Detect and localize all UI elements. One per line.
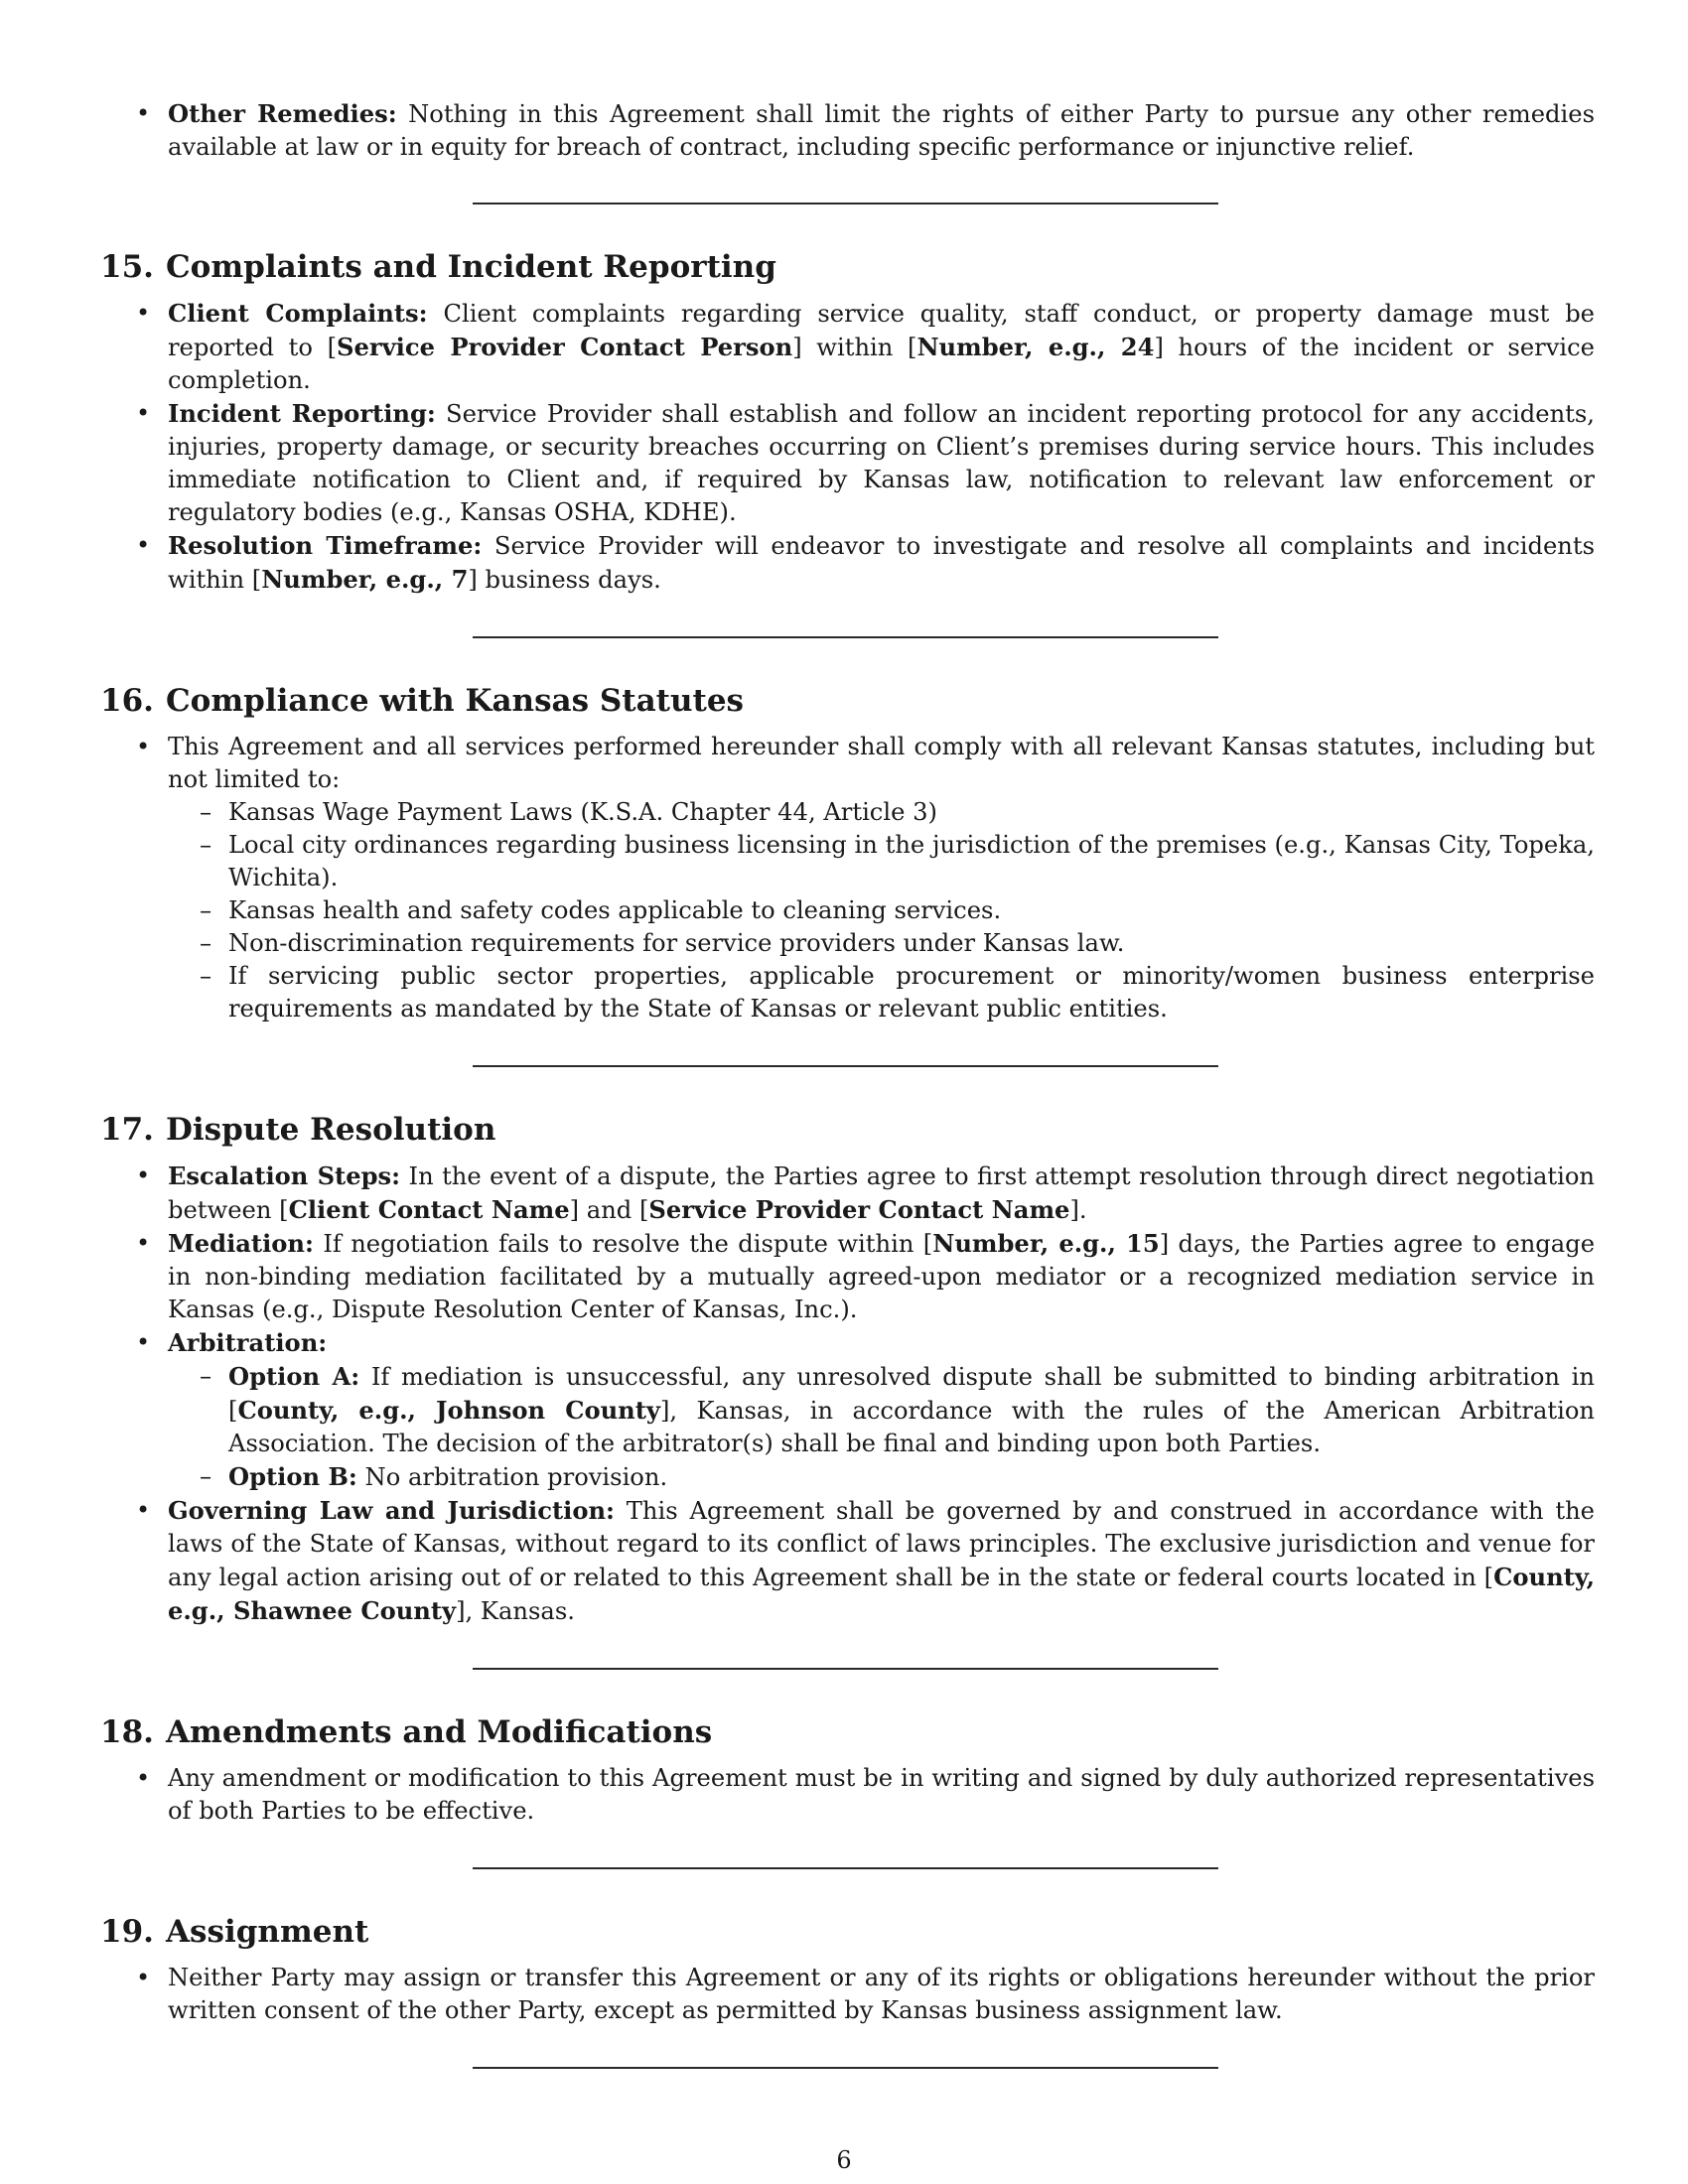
list-item: • Any amendment or modification to this Agreement must be in writing and signed by duly authorized representatives of both Parties to be effective. [100,1762,1595,1828]
list-item: • Neither Party may assign or transfer this Agreement or any of its rights or obligations hereunder without the prior written consent of the other Party, except as permitted by Kansas business assignment law. [100,1962,1595,2027]
sub-list-item: – Non-discrimination requirements for service providers under Kansas law. [168,927,1595,960]
section-divider [473,203,1218,205]
sub-list-item: – Kansas health and safety codes applicable to cleaning services. [168,894,1595,927]
list-item: • Incident Reporting: Service Provider shall establish and follow an incident reporting protocol for any accidents, injuries, property damage, or security breaches occurring on Client’s premises during service hours. This includes immediate notification to Client and, if required by Kansas law, notification to relevant law enforcement or regulatory bodies (e.g., Kansas OSHA, KDHE). [100,397,1595,529]
section-divider [473,636,1218,638]
section-15-list [100,297,1595,597]
list-item: • Mediation: If negotiation fails to resolve the dispute within [Number, e.g., 15] days, the Parties agree to engage in non-binding mediation facilitated by a mutually agreed-upon mediator or a recognized mediation service in Kansas (e.g., Dispute Resolution Center of Kansas, Inc.). [100,1227,1595,1326]
item-text: Nothing in this Agreement shall limit the rights of either Party to pursue any other remedies available at law or in equity for breach of contract, including specific performance or injunctive relief. [168,100,1595,161]
section-divider [473,1668,1218,1670]
section-16-list [100,731,1595,1025]
statute-sublist [168,796,1595,1025]
section-19-list [100,1962,1595,2027]
sub-list-item: – Local city ordinances regarding business licensing in the jurisdiction of the premises (e.g., Kansas City, Topeka, Wichita). [168,829,1595,894]
sub-list-item: – Kansas Wage Payment Laws (K.S.A. Chapter 44, Article 3) [168,796,1595,829]
section-heading-17: 17. Dispute Resolution [100,1112,496,1148]
section-18-list [100,1762,1595,1828]
sub-list-item: – Option A: If mediation is unsuccessful, any unresolved dispute shall be submitted to binding arbitration in [County, e.g., Johnson County], Kansas, in accordance with the rules of the American Arbitration Association. The decision of the arbitrator(s) shall be final and binding upon both Parties. [168,1360,1595,1460]
document-content [100,97,1595,2069]
list-item: • This Agreement and all services performed hereunder shall comply with all relevant Kansas statutes, including but not limited to: – Kansas Wage Payment Laws (K.S.A. Chapter 44, Article 3) – Local city ordinances regarding business licensing in the jurisdiction of the premises (e.g., Kansas City, Topeka, Wichita). – Kansas health and safety codes applicable to cleaning services. – Non-discrimination requirements for service providers under Kansas law. – If servicing public sector properties, applicable procurement or minority/women business enterprise requirements as mandated by the State of Kansas or relevant public entities. [100,731,1595,1025]
list-item: • Escalation Steps: In the event of a dispute, the Parties agree to first attempt resolution through direct negotiation between [Client Contact Name] and [Service Provider Contact Name]. [100,1160,1595,1227]
section-heading-19: 19. Assignment [100,1914,369,1950]
list-item: • Resolution Timeframe: Service Provider will endeavor to investigate and resolve all complaints and incidents within [Number, e.g., 7] business days. [100,529,1595,597]
sub-list-item: – Option B: No arbitration provision. [168,1460,1595,1494]
arbitration-options [168,1360,1595,1494]
page-number: 6 [836,2146,852,2174]
list-item: • Governing Law and Jurisdiction: This Agreement shall be governed by and construed in accordance with the laws of the State of Kansas, without regard to its conflict of laws principles. The exclusive jurisdiction and venue for any legal action arising out of or related to this Agreement shall be in the state or federal courts located in [County, e.g., Shawnee County], Kansas. [100,1494,1595,1628]
item-label: Other Remedies: [168,99,397,128]
list-item: • Arbitration: – Option A: If mediation is unsuccessful, any unresolved dispute shall be submitted to binding arbitration in [County, e.g., Johnson County], Kansas, in accordance with the rules of the American Arbitration Association. The decision of the arbitrator(s) shall be final and binding upon both Parties. – Option B: No arbitration provision. [100,1326,1595,1494]
section-heading-15: 15. Complaints and Incident Reporting [100,249,776,285]
section-heading-16: 16. Compliance with Kansas Statutes [100,683,745,719]
section-divider [473,2067,1218,2069]
sub-list-item: – If servicing public sector properties, applicable procurement or minority/women business enterprise requirements as mandated by the State of Kansas or relevant public entities. [168,960,1595,1025]
remedies-list [100,97,1595,164]
section-heading-18: 18. Amendments and Modifications [100,1714,713,1750]
section-divider [473,1065,1218,1067]
list-item: • Client Complaints: Client complaints regarding service quality, staff conduct, or property damage must be reported to [Service Provider Contact Person] within [Number, e.g., 24] hours of the incident or service completion. [100,297,1595,397]
section-divider [473,1867,1218,1869]
list-item [100,97,1595,164]
section-17-list [100,1160,1595,1628]
